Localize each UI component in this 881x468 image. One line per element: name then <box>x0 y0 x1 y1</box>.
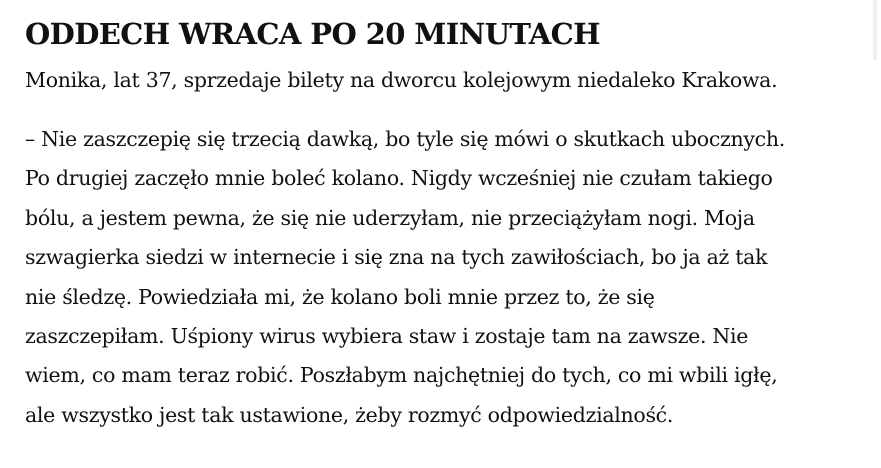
quote-line: nie śledzę. Powiedziała mi, że kolano boli mnie przez to, że się <box>25 284 655 309</box>
quote-line: Po drugiej zaczęło mnie boleć kolano. Nigdy wcześniej nie czułam takiego <box>25 166 773 191</box>
scrollbar-track[interactable] <box>873 0 877 60</box>
intro-paragraph: Monika, lat 37, sprzedaje bilety na dworcu kolejowym niedaleko Krakowa. <box>25 68 778 92</box>
quote-line: bólu, a jestem pewna, że się nie uderzyłam, nie przeciążyłam nogi. Moja <box>25 205 755 230</box>
quote-line: szwagierka siedzi w internecie i się zna na tych zawiłościach, bo ja aż tak <box>25 245 768 270</box>
quote-line: zaszczepiłam. Uśpiony wirus wybiera staw i zostaje tam na zawsze. Nie <box>25 324 749 349</box>
quote-line: ale wszystko jest tak ustawione, żeby rozmyć odpowiedzialność. <box>25 402 674 427</box>
quote-paragraph <box>25 120 825 435</box>
quote-line: wiem, co mam teraz robić. Poszłabym najchętniej do tych, co mi wbili igłę, <box>25 363 778 388</box>
quote-line: – Nie zaszczepię się trzecią dawką, bo tyle się mówi o skutkach ubocznych. <box>25 127 785 151</box>
section-heading: ODDECH WRACA PO 20 MINUTACH <box>25 17 600 51</box>
article <box>25 0 825 435</box>
